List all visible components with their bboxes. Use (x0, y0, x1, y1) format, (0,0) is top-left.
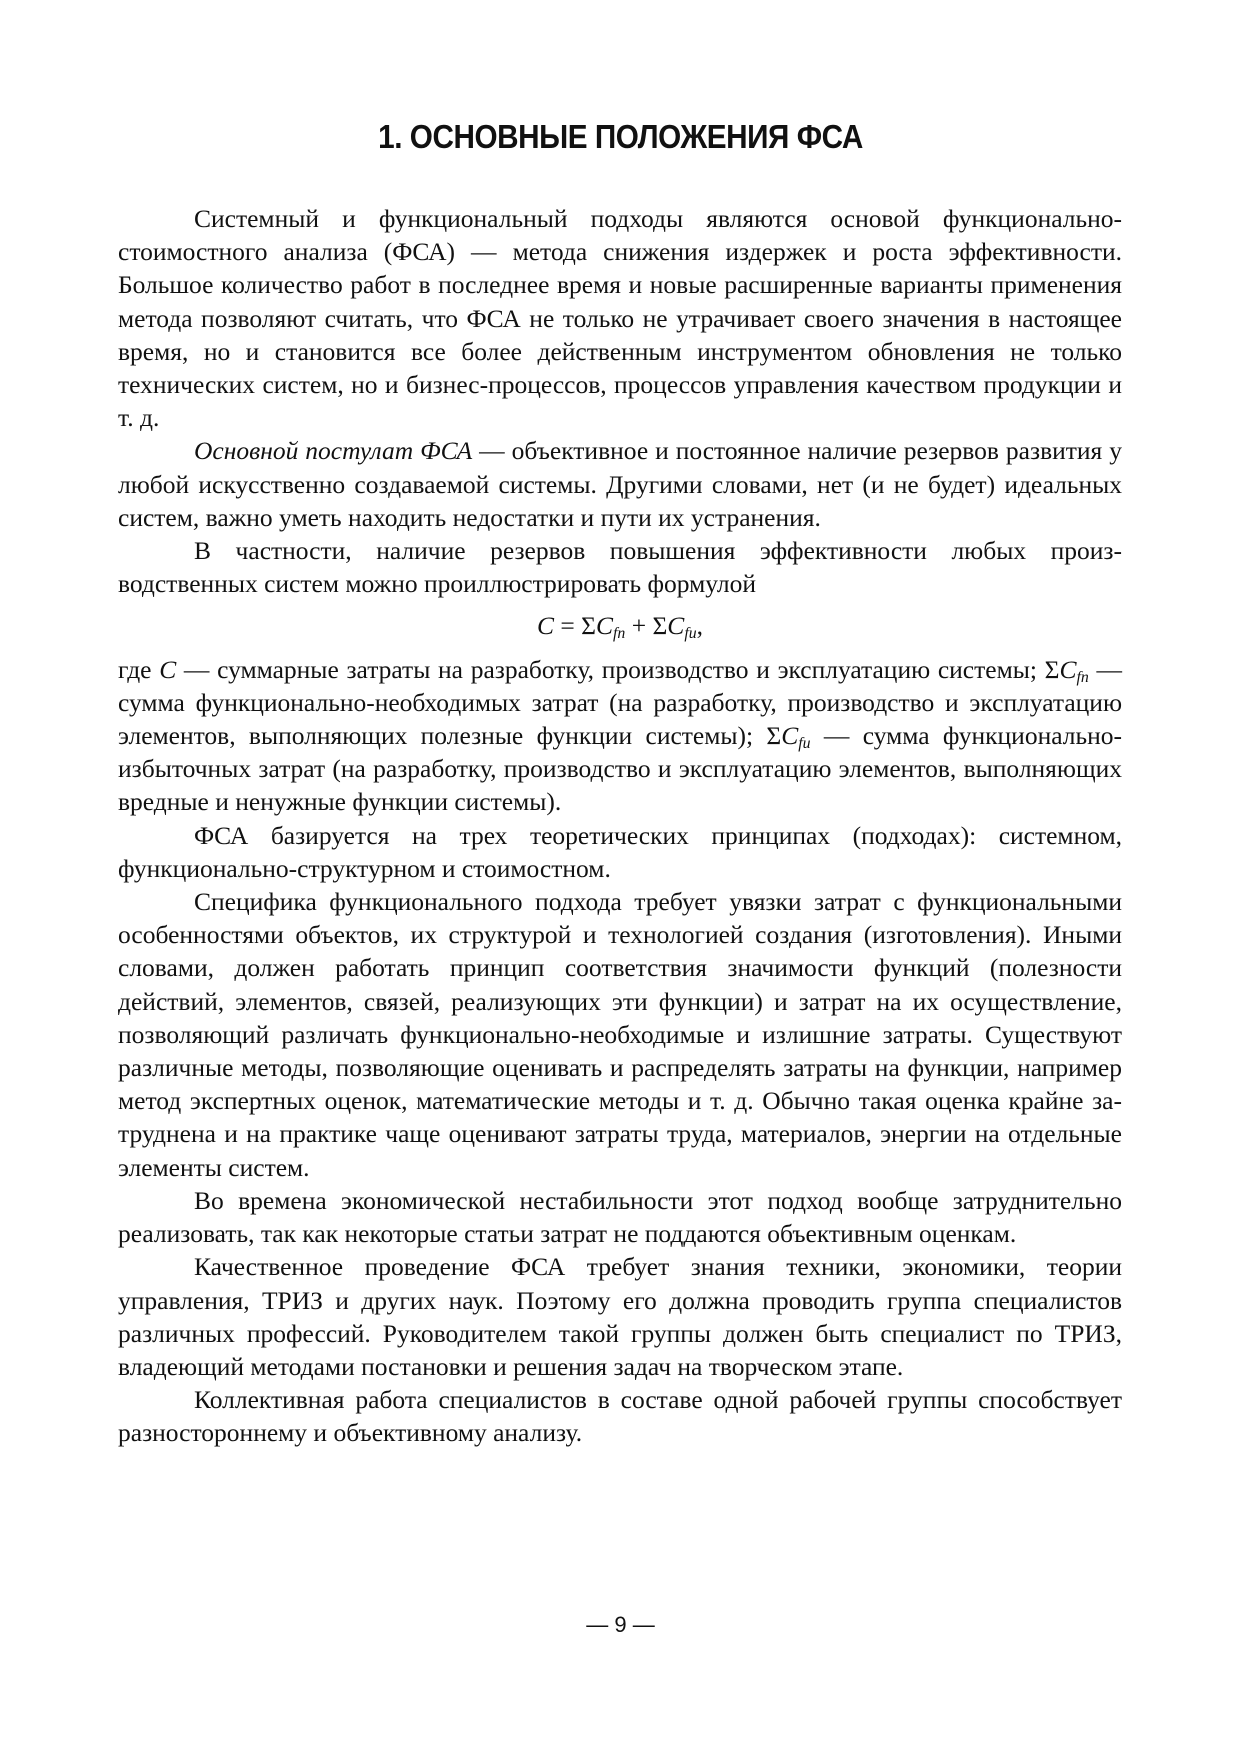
p4-text-2: — суммарные затраты на разработку, производство и эксплуатацию системы; (176, 654, 1045, 684)
p4-text-4: — сумма функционально-избыточных затрат (на разработку, производство и эксплуатацию элементов, выполняющих вредные и ненужные функции системы). (118, 721, 1122, 817)
p4-text-1: где (118, 654, 160, 684)
formula-c-2: C (667, 611, 685, 641)
p4-sub-fu: fu (798, 735, 811, 753)
chapter-heading: 1. ОСНОВНЫЕ ПОЛОЖЕНИЯ ФСА (378, 118, 863, 155)
formula-comma: , (696, 611, 703, 641)
p4-cfu: C (781, 721, 799, 751)
formula-lhs: C (537, 611, 555, 641)
paragraph-2-text: — объективное и постоянное наличие резервов развития у любой искусственно создаваемой системы. Другими словами, нет (и не будет) идеальных систем, важно уметь находить недостатки и пути их устранения. (118, 436, 1122, 532)
formula-sigma-1: Σ (581, 611, 596, 641)
cost-formula (118, 609, 1122, 642)
paragraph-3: В частности, наличие резервов повышения эффективности любых производственных систем можно проиллюстрировать формулой (118, 536, 1122, 599)
p4-cfn: C (1059, 654, 1077, 684)
p4-sigma-1: Σ (1044, 654, 1060, 684)
p4-text-3: — сумма функционально-необходимых затрат (на разработку, производство и эксплуатацию элементов, выполняющих полезные функции системы); (118, 654, 1123, 751)
formula-sigma-2: Σ (652, 611, 668, 641)
formula-sub-fn: fn (613, 625, 626, 643)
formula-equals: = (554, 611, 582, 641)
p4-sigma-2: Σ (766, 721, 782, 751)
paragraph-8: Качественное проведение ФСА требует знания техники, экономики, теории управления, ТРИЗ и других наук. Поэтому его должна проводить группа специалистов различных профессий. Руководителем такой группы должен быть специалист по ТРИЗ, владеющий методами постановки и решения задач на творческом этапе. (118, 1252, 1122, 1381)
p4-sub-fn: fn (1076, 668, 1089, 686)
formula-sub-fu: fu (684, 625, 697, 643)
paragraph-1: Системный и функциональный подходы являются основой функционально-стоимостного анализа (ФСА) — метода снижения издержек и роста эффективности. Большое количество работ в последнее время и новые расширенные варианты применения метода позволяют считать, что ФСА не только не утрачивает своего значения в настоящее время, но и становится все более действенным инструментом обновления не только технических систем, но и бизнес-процессов, процессов управления качеством продукции и т. д. (118, 204, 1122, 433)
paragraph-9: Коллективная работа специалистов в составе одной рабочей группы способствует разностороннему и объективному анализу. (118, 1385, 1122, 1448)
paragraph-2-emphasis: Основной постулат ФСА (194, 436, 473, 466)
body-text (118, 202, 1122, 1450)
paragraph-7: Во времена экономической нестабильности этот подход вообще затруднительно реализовать, так как некоторые статьи затрат не поддаются объективным оценкам. (118, 1185, 1122, 1249)
paragraph-5: ФСА базируется на трех теоретических принципах (подходах): системном, функционально-структурном и стоимостном. (118, 820, 1122, 883)
formula-c-1: C (596, 611, 614, 641)
page-number: — 9 — (586, 1612, 655, 1637)
paragraph-2 (118, 434, 1122, 534)
p4-symbol-c: C (159, 654, 177, 684)
paragraph-6: Специфика функционального подхода требует увязки затрат с функциональными особенностями объектов, их структурой и технологией создания (изготовления). Иными словами, должен работать принцип соответствия значимости функций (полезности действий, элементов, связей, реализующих эти функции) и затрат на их осуществление, позволяющий различать функционально-необходимые и излишние затраты. Существуют различные методы, позволяющие оценивать и распределять затраты на функции, например метод экспертных оценок, математические методы и т. д. Обычно такая оценка крайне затруднена и на практике чаще оценивают затраты труда, материалов, энергии на отдельные элементы систем. (118, 887, 1122, 1182)
p4-symbol-sum-cfu (766, 721, 811, 753)
formula-plus: + (625, 611, 653, 641)
p4-symbol-sum-cfn (1045, 655, 1089, 684)
paragraph-4 (118, 653, 1122, 819)
